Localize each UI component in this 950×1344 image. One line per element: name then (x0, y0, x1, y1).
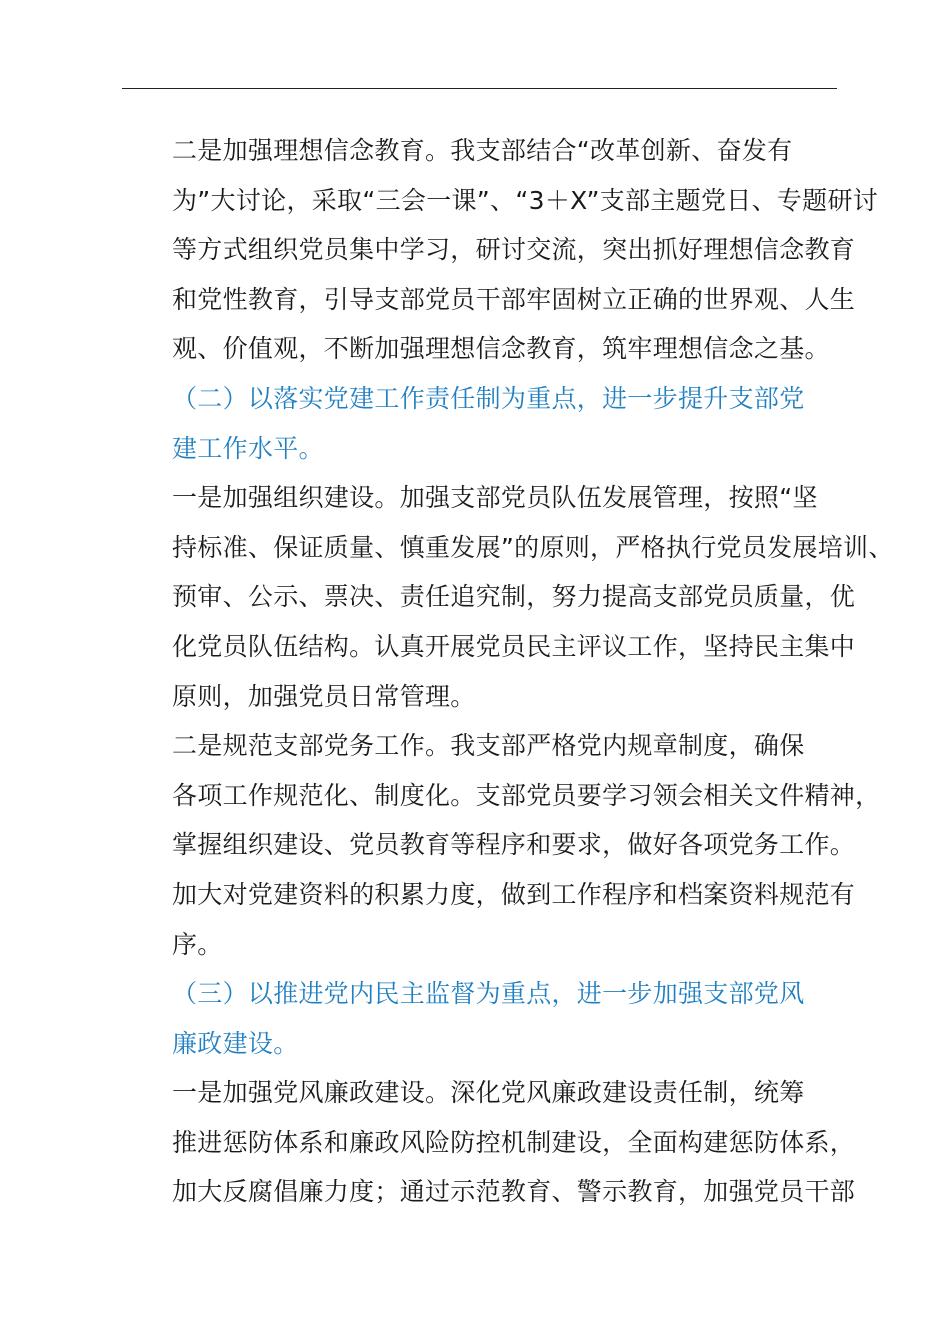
text-line: 二是规范支部党务工作。我支部严格党内规章制度，确保 (172, 731, 805, 761)
text-line: 和党性教育，引导支部党员干部牢固树立正确的世界观、人生 (172, 284, 856, 314)
text-line: 预审、公示、票决、责任追究制，努力提高支部党员质量，优 (172, 582, 856, 612)
text-line: 原则，加强党员日常管理。 (172, 681, 476, 711)
text-line: 为”大讨论，采取“三会一课”、“3＋X”支部主题党日、专题研讨 (172, 185, 879, 215)
heading-line: （二）以落实党建工作责任制为重点，进一步提升支部党 (172, 383, 805, 413)
text-line: 观、价值观，不断加强理想信念教育，筑牢理想信念之基。 (172, 334, 830, 364)
text-line: 一是加强党风廉政建设。深化党风廉政建设责任制，统筹 (172, 1078, 805, 1108)
heading-line: 建工作水平。 (172, 433, 324, 463)
heading-line: 廉政建设。 (172, 1028, 299, 1058)
text-line: 化党员队伍结构。认真开展党员民主评议工作，坚持民主集中 (172, 631, 856, 661)
text-line: 加大反腐倡廉力度；通过示范教育、警示教育，加强党员干部 (172, 1177, 856, 1207)
text-line: 持标准、保证质量、慎重发展”的原则，严格执行党员发展培训、 (172, 532, 894, 562)
section-heading-three (122, 969, 837, 1068)
section-heading-two (122, 374, 837, 473)
heading-line: （三）以推进党内民主监督为重点，进一步加强支部党风 (172, 979, 805, 1009)
paragraph-organization-building (122, 473, 894, 721)
text-line: 推进惩防体系和廉政风险防控机制建设，全面构建惩防体系， (172, 1127, 856, 1157)
text-line: 二是加强理想信念教育。我支部结合“改革创新、奋发有 (172, 136, 793, 165)
text-line: 各项工作规范化、制度化。支部党员要学习领会相关文件精神， (172, 780, 881, 810)
paragraph-ideals-education (122, 126, 879, 374)
text-line: 一是加强组织建设。加强支部党员队伍发展管理，按照“坚 (172, 483, 818, 513)
text-line: 掌握组织建设、党员教育等程序和要求，做好各项党务工作。 (172, 830, 856, 860)
document-body (122, 126, 894, 1217)
text-line: 序。 (172, 929, 223, 959)
paragraph-party-affairs (122, 721, 881, 969)
paragraph-integrity-building (122, 1068, 856, 1217)
text-line: 等方式组织党员集中学习，研讨交流，突出抓好理想信念教育 (172, 235, 856, 265)
text-line: 加大对党建资料的积累力度，做到工作程序和档案资料规范有 (172, 879, 856, 909)
header-rule (122, 88, 837, 89)
